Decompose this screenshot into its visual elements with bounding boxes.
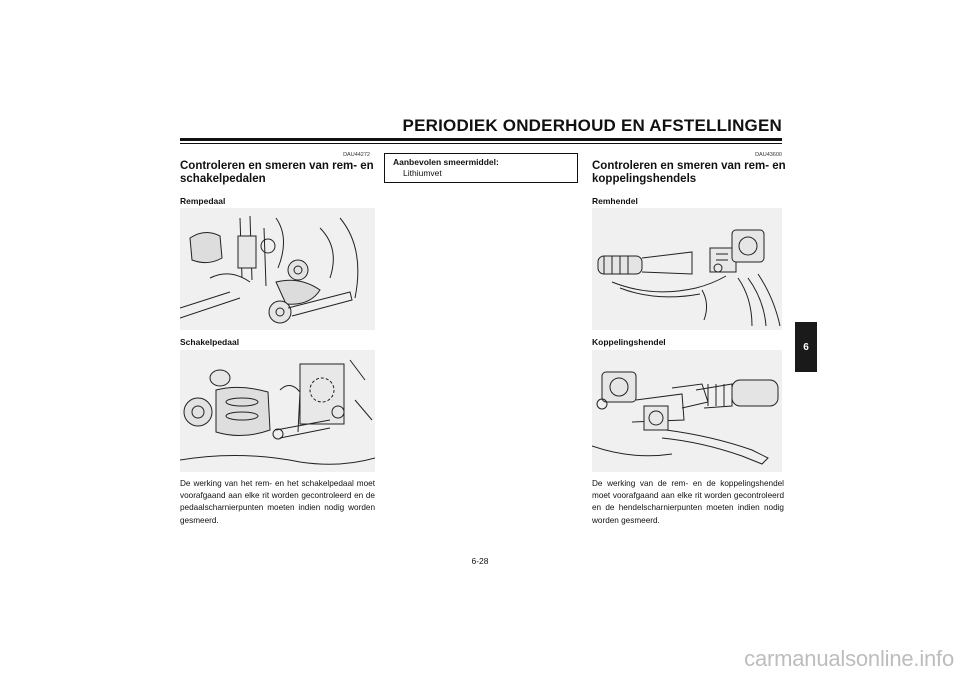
left-paragraph: De werking van het rem- en het schakelpedaal moet voorafgaand aan elke rit worden gecontroleerd en de pedaalscharnierpunten moeten indien nodig worden gesmeerd.	[180, 479, 375, 525]
right-paragraph: De werking van de rem- en de koppelingshendel moet voorafgaand aan elke rit worden gecontroleerd en de hendelscharnierpunten moeten indien nodig worden gesmeerd.	[592, 479, 784, 525]
chapter-tab: 6	[795, 322, 817, 372]
figure-label-schakelpedaal: Schakelpedaal	[180, 337, 240, 347]
figure-label-koppelingshendel: Koppelingshendel	[592, 337, 666, 347]
section-heading-right: Controleren en smeren van rem- en koppelingshendels	[592, 160, 786, 185]
figure-label-remhendel: Remhendel	[592, 196, 638, 206]
section-heading: Controleren en smeren van rem- en schakelpedalen	[180, 160, 374, 185]
box-value: Lithiumvet	[403, 168, 442, 178]
shift-pedal-illustration	[180, 350, 375, 472]
page-header-title: PERIODIEK ONDERHOUD EN AFSTELLINGEN	[402, 116, 782, 135]
recommended-lubricant-box	[384, 153, 578, 183]
clutch-lever-illustration	[592, 350, 782, 472]
page-number: 6-28	[471, 556, 489, 566]
watermark-text: carmanualsonline.info	[744, 646, 954, 671]
box-title: Aanbevolen smeermiddel:	[393, 157, 499, 167]
brake-pedal-illustration	[180, 208, 375, 330]
header-rule	[180, 138, 782, 141]
section-code-right: DAU43600	[755, 152, 782, 158]
header-rule-thin	[180, 143, 782, 144]
section-code: DAU44272	[343, 152, 370, 158]
brake-lever-illustration	[592, 208, 782, 330]
figure-label-rempedaal: Rempedaal	[180, 196, 226, 206]
